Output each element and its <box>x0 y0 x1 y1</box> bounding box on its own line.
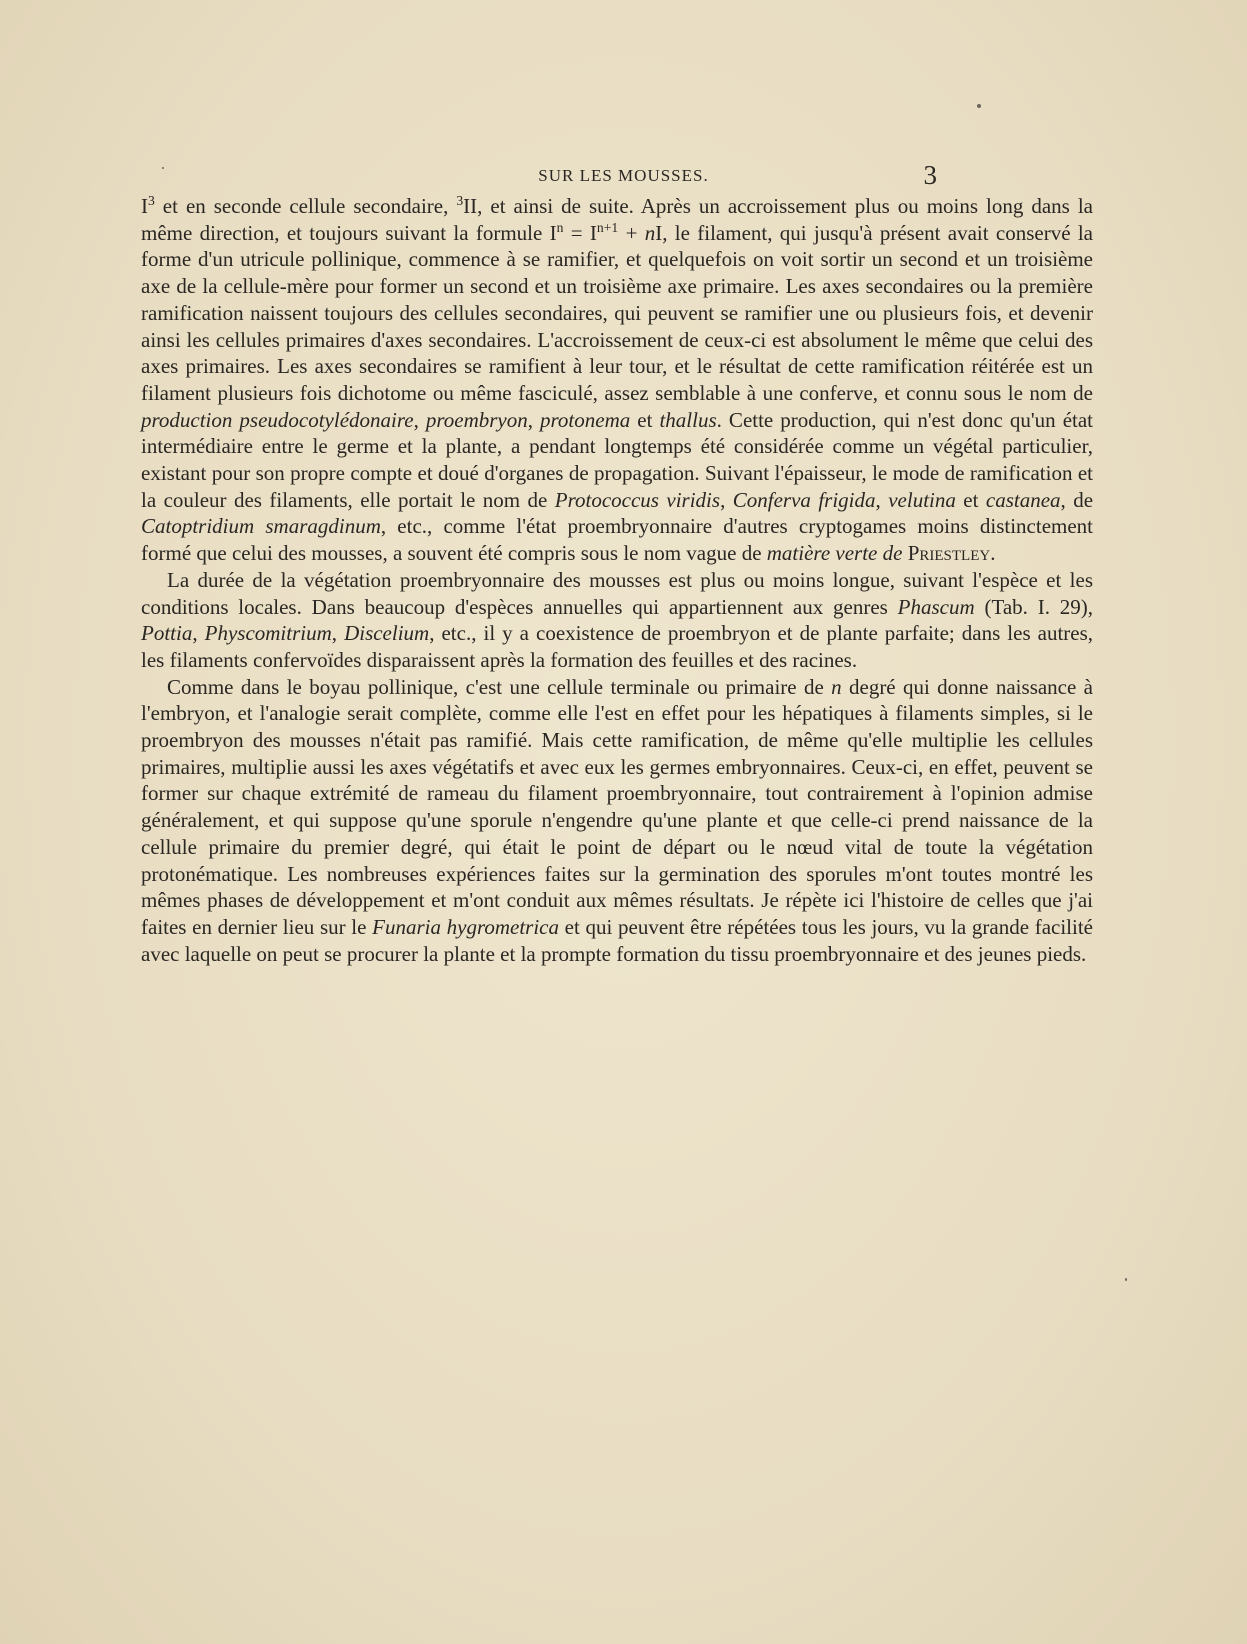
italic-text: n <box>831 674 842 699</box>
italic-text: Funaria hygrometrica <box>372 914 559 939</box>
italic-text: Pottia <box>141 621 193 646</box>
italic-text: Conferva frigida <box>732 487 876 512</box>
text-run: . <box>990 541 996 566</box>
paragraph <box>141 674 1093 968</box>
text-run: + <box>618 220 645 245</box>
italic-text: castanea <box>985 487 1061 512</box>
text-run: et <box>630 407 660 432</box>
running-title: SUR LES MOUSSES. <box>538 166 709 185</box>
italic-text: Catoptridium smaragdinum <box>141 514 381 539</box>
italic-text: thallus <box>659 407 717 432</box>
text-run: , <box>192 621 205 646</box>
italic-text: matière verte de <box>766 541 903 566</box>
body-text <box>141 193 1093 967</box>
text-run: . Cette production, qui n'est donc qu'un état intermédiaire entre le germe et la plante, a pendant longtemps été considérée comme un végétal particulier, existant pour son propre compte et doué d'organes de propagation. Suivant l'épaisseur, le mode de ramification et la couleur des filaments, elle portait le nom de <box>141 407 1094 512</box>
small-caps-name: Priestley <box>907 541 991 566</box>
superscript: 3 <box>148 193 155 208</box>
text-run: degré qui donne naissance à l'embryon, et l'analogie serait complète, comme elle l'est en effet pour les hépatiques à filaments simples, si le proembryon des mousses n'était pas ramifié. Mais cette ramification, de même qu'elle multiplie les cellules primaires, multiplie aussi les axes végétatifs et avec eux les germes embryonnaires. Ceux-ci, en effet, peuvent se former sur chaque extrémité de rameau du filament proembryonnaire, tout contrairement à l'opinion admise généralement, et qui suppose qu'une sporule n'engendre qu'une plante et que celle-ci prend naissance de la cellule primaire du premier degré, qui était le point de départ ou le nœud vital de toute la végétation protonématique. Les nombreuses expériences faites sur la germination des sporules m'ont toutes montré les mêmes phases de développement et m'ont conduit aux mêmes résultats. Je répète ici l'histoire de celles que j'ai faites en dernier lieu sur le <box>141 674 1094 939</box>
italic-text: Discelium <box>344 621 430 646</box>
superscript: n <box>556 219 564 235</box>
italic-text: proembryon <box>425 407 528 432</box>
text-run: I, le filament, qui jusqu'à présent avait conservé la forme d'un utricule pollinique, commence à se ramifier, et quelquefois on voit sortir un second et un troisième axe de la cellule-mère pour former un second et un troisième axe primaire. Les axes secondaires ou la première ramification naissent toujours des cellules secondaires, qui peuvent se ramifier une ou plusieurs fois, et devenir ainsi les cellules primaires d'axes secondaires. L'accroissement de ceux-ci est absolument le même que celui des axes primaires. Les axes secondaires se ramifient à leur tour, et le résultat de cette ramification réitérée est un filament plusieurs fois dichotome ou même fasciculé, assez semblable à une conferve, et connu sous le nom de <box>141 220 1093 405</box>
text-run: , de <box>1060 487 1094 512</box>
text-run: , <box>527 407 541 432</box>
page-header <box>0 160 1247 190</box>
italic-text: Protococcus viridis <box>554 487 721 512</box>
text-run: II, et ainsi de suite. Après un accroissement plus ou moins long dans la même direction, et toujours suivant la formule I <box>141 194 1093 245</box>
text-run: et en seconde cellule secondaire, <box>154 194 457 218</box>
italic-text: velutina <box>888 487 956 512</box>
page-number: 3 <box>923 160 937 190</box>
superscript: 3 <box>456 193 464 208</box>
text-run: , etc., comme l'état proembryonnaire d'autres cryptogames moins distinctement formé que celui des mousses, a souvent été compris sous le nom vague de <box>141 514 1094 566</box>
italic-text: protonema <box>540 407 631 432</box>
paragraph <box>141 567 1093 674</box>
text-run: I <box>141 194 148 218</box>
text-run: et qui peuvent être répétées tous les jours, vu la grande facilité avec laquelle on peut se procurer la plante et la prompte formation du tissu proembryonnaire et des jeunes pieds. <box>141 914 1093 966</box>
text-run: , <box>720 487 733 512</box>
text-run: = I <box>563 220 597 245</box>
text-run: et <box>955 487 986 512</box>
ink-speck <box>1125 1278 1127 1281</box>
text-run: , <box>875 487 889 512</box>
italic-text: Phascum <box>897 594 975 619</box>
text-run: , etc., il y a coexistence de proembryon et de plante parfaite; dans les autres, les filaments confervoïdes disparaissent après la formation des feuilles et des racines. <box>141 621 1094 672</box>
text-run: Comme dans le boyau pollinique, c'est une cellule terminale ou primaire de <box>167 674 832 699</box>
italic-text: production pseudocotylédonaire <box>141 407 414 432</box>
paragraph <box>141 193 1093 567</box>
text-run: La durée de la végétation proembryonnaire des mousses est plus ou moins longue, suivant l'espèce et les conditions locales. Dans beaucoup d'espèces annuelles qui appartiennent aux genres <box>141 567 1093 619</box>
ink-speck <box>977 104 981 108</box>
italic-text: Physcomitrium <box>204 621 332 646</box>
text-run: , <box>331 621 345 646</box>
italic-text: n <box>644 220 656 245</box>
text-run: (Tab. I. 29), <box>974 594 1093 619</box>
superscript: n+1 <box>596 219 619 235</box>
text-run: , <box>413 407 426 432</box>
